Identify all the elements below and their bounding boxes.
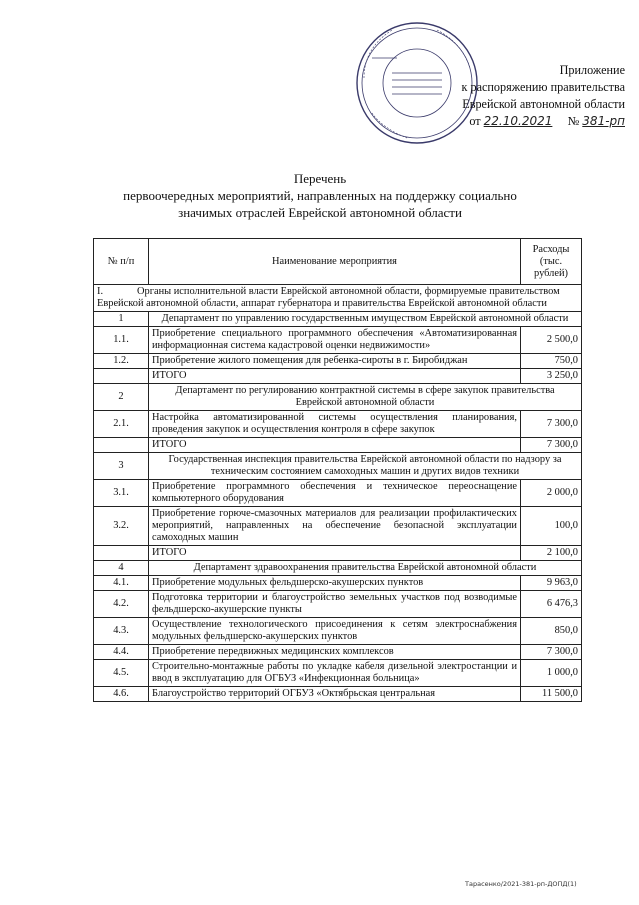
row-cost: 3 250,0 bbox=[521, 369, 582, 384]
row-num: 4.3. bbox=[94, 618, 149, 645]
total-row bbox=[94, 369, 582, 384]
appendix-region: Еврейской автономной области bbox=[462, 97, 625, 111]
group-row bbox=[94, 312, 582, 327]
date-value: 22.10.2021 bbox=[483, 114, 553, 128]
row-cost: 11 500,0 bbox=[521, 687, 582, 702]
row-name: Приобретение жилого помещения для ребенка-сироты в г. Биробиджан bbox=[149, 354, 521, 369]
title-line-1: Перечень bbox=[293, 171, 347, 186]
row-cost: 7 300,0 bbox=[521, 411, 582, 438]
row-num bbox=[94, 546, 149, 561]
appendix-date-number bbox=[355, 113, 625, 130]
table-row bbox=[94, 591, 582, 618]
section-cell bbox=[94, 285, 582, 312]
total-row bbox=[94, 438, 582, 453]
row-name: Осуществление технологического присоединения к сетям электроснабжения модульных фельдшерско-акушерских пунктов bbox=[149, 618, 521, 645]
row-name: Строительно-монтажные работы по укладке кабеля дизельной электростанции и ввод в эксплуатацию для ОГБУЗ «Инфекционная больница» bbox=[149, 660, 521, 687]
row-name: Благоустройство территорий ОГБУЗ «Октябрьская центральная bbox=[149, 687, 521, 702]
table-row bbox=[94, 645, 582, 660]
table-row bbox=[94, 618, 582, 645]
row-name: Настройка автоматизированной системы осуществления планирования, проведения закупок и осуществления контроля в сфере закупок bbox=[149, 411, 521, 438]
row-name: Приобретение программного обеспечения и техническое переоснащение компьютерного оборудования bbox=[149, 480, 521, 507]
row-num: 4.6. bbox=[94, 687, 149, 702]
row-name: Приобретение горюче-смазочных материалов для реализации профилактических мероприятий, направленных на обеспечение безопасной эксплуатации самоходных машин bbox=[149, 507, 521, 546]
row-name: Государственная инспекция правительства Еврейской автономной области по надзору за техническим состоянием самоходных машин и других видов техники bbox=[149, 453, 582, 480]
row-cost: 2 500,0 bbox=[521, 327, 582, 354]
row-num: 2 bbox=[94, 384, 149, 411]
row-cost: 100,0 bbox=[521, 507, 582, 546]
row-num: 3.2. bbox=[94, 507, 149, 546]
row-cost: 6 476,3 bbox=[521, 591, 582, 618]
row-cost: 7 300,0 bbox=[521, 438, 582, 453]
row-name: Департамент здравоохранения правительства Еврейской автономной области bbox=[149, 561, 582, 576]
appendix-block bbox=[355, 62, 625, 130]
table-row bbox=[94, 354, 582, 369]
group-row bbox=[94, 384, 582, 411]
row-name: Приобретение передвижных медицинских комплексов bbox=[149, 645, 521, 660]
row-num: 2.1. bbox=[94, 411, 149, 438]
header-name: Наименование мероприятия bbox=[149, 239, 521, 285]
row-num: 4.1. bbox=[94, 576, 149, 591]
table-row bbox=[94, 507, 582, 546]
table-row bbox=[94, 660, 582, 687]
title-line-2: первоочередных мероприятий, направленных на поддержку социально bbox=[123, 188, 517, 203]
row-name: Подготовка территории и благоустройство земельных участков под возводимые фельдшерско-акушерские пункты bbox=[149, 591, 521, 618]
row-cost: 7 300,0 bbox=[521, 645, 582, 660]
section-num: I. bbox=[97, 286, 104, 297]
table-header-row bbox=[94, 239, 582, 285]
header-num: № п/п bbox=[94, 239, 149, 285]
date-prefix: от bbox=[469, 114, 481, 128]
measures-table bbox=[93, 238, 582, 702]
table-row bbox=[94, 411, 582, 438]
group-row bbox=[94, 453, 582, 480]
row-name: Приобретение специального программного обеспечения «Автоматизированная информационная система кадастровой оценки недвижимости» bbox=[149, 327, 521, 354]
row-name: Департамент по регулированию контрактной системы в сфере закупок правительства Еврейской автономной области bbox=[149, 384, 582, 411]
row-cost: 1 000,0 bbox=[521, 660, 582, 687]
row-cost: 9 963,0 bbox=[521, 576, 582, 591]
row-num: 1.2. bbox=[94, 354, 149, 369]
appendix-order: к распоряжению правительства bbox=[461, 80, 625, 94]
row-num: 4.2. bbox=[94, 591, 149, 618]
row-num: 4 bbox=[94, 561, 149, 576]
document-footer: Тарасенко/2021-381-рп-ДОПД(1) bbox=[465, 880, 577, 888]
table-row bbox=[94, 687, 582, 702]
table-row bbox=[94, 327, 582, 354]
appendix-title: Приложение bbox=[559, 63, 625, 77]
row-name: ИТОГО bbox=[149, 438, 521, 453]
row-cost: 2 000,0 bbox=[521, 480, 582, 507]
row-cost: 850,0 bbox=[521, 618, 582, 645]
row-name: ИТОГО bbox=[149, 369, 521, 384]
row-num: 1.1. bbox=[94, 327, 149, 354]
row-num: 3.1. bbox=[94, 480, 149, 507]
group-row bbox=[94, 561, 582, 576]
document-title bbox=[60, 170, 580, 221]
row-cost: 750,0 bbox=[521, 354, 582, 369]
row-num bbox=[94, 369, 149, 384]
section-row bbox=[94, 285, 582, 312]
row-cost: 2 100,0 bbox=[521, 546, 582, 561]
header-cost: Расходы (тыс. рублей) bbox=[521, 239, 582, 285]
number-value: 381-рп bbox=[582, 114, 625, 128]
row-num: 4.4. bbox=[94, 645, 149, 660]
table-row bbox=[94, 480, 582, 507]
row-num: 3 bbox=[94, 453, 149, 480]
row-num: 1 bbox=[94, 312, 149, 327]
row-name: ИТОГО bbox=[149, 546, 521, 561]
row-num: 4.5. bbox=[94, 660, 149, 687]
row-name: Приобретение модульных фельдшерско-акушерских пунктов bbox=[149, 576, 521, 591]
row-num bbox=[94, 438, 149, 453]
row-name: Департамент по управлению государственным имуществом Еврейской автономной области bbox=[149, 312, 582, 327]
section-name: Органы исполнительной власти Еврейской автономной области, формируемые правительством Еврейской автономной области, аппарат губернатора и правительства Еврейской автономной области bbox=[97, 286, 560, 309]
total-row bbox=[94, 546, 582, 561]
title-line-3: значимых отраслей Еврейской автономной области bbox=[178, 205, 462, 220]
number-prefix: № bbox=[567, 114, 580, 128]
table-row bbox=[94, 576, 582, 591]
